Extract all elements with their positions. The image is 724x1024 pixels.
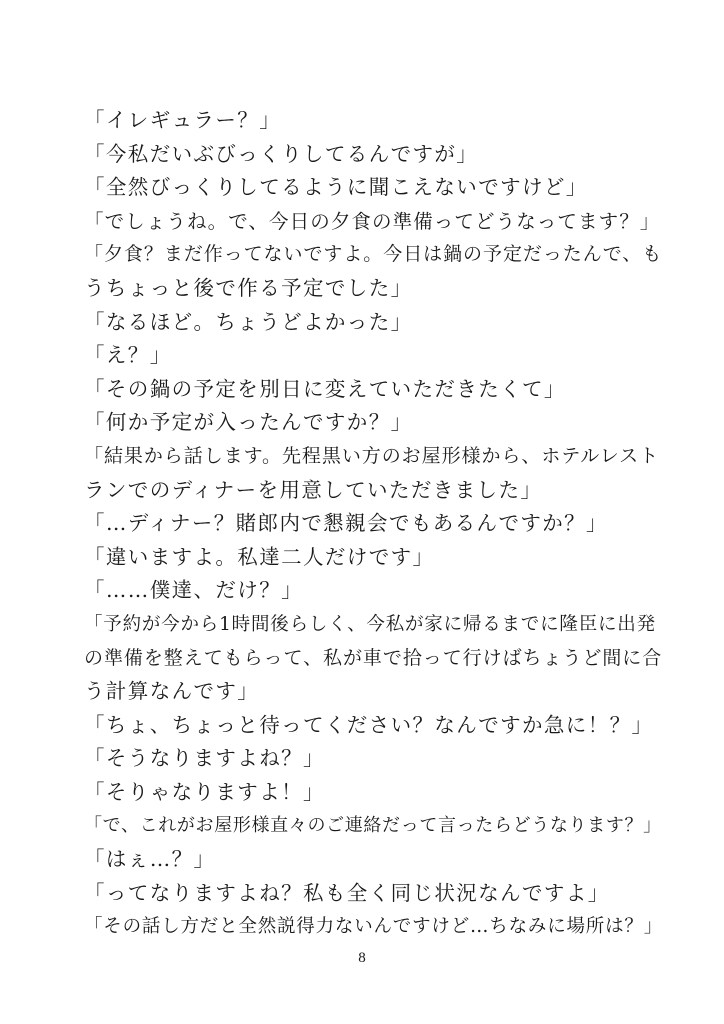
text-line: う計算なんです」 xyxy=(84,679,260,704)
text-line: ランでのディナーを用意していただきました」 xyxy=(84,477,543,502)
body-text xyxy=(84,104,664,944)
text-line: 「はぇ…？」 xyxy=(84,847,216,872)
text-line: 「そりゃなりますよ！」 xyxy=(84,779,325,804)
text-line: 「違いますよ。私達二人だけです」 xyxy=(84,544,435,569)
text-line: 「予約が今から1時間後らしく、今私が家に帰るまでに隆臣に出発 xyxy=(84,613,656,635)
text-line: 「でしょうね。で、今日の夕食の準備ってどうなってます？」 xyxy=(84,209,661,233)
page-number: 8 xyxy=(358,950,366,966)
text-line: 「そうなりますよね？」 xyxy=(84,746,325,771)
text-line: 「ちょ、ちょっと待ってください？なんですか急に！？」 xyxy=(84,712,654,737)
text-line: 「イレギュラー？」 xyxy=(84,108,282,132)
text-line: 「…ディナー？賭郎内で懇親会でもあるんですか？」 xyxy=(84,511,608,536)
text-line: 「……僕達、だけ？」 xyxy=(84,578,303,603)
text-line: の準備を整えてもらって、私が車で拾って行けばちょうど間に合 xyxy=(84,646,663,669)
text-line: 「何か予定が入ったんですか？」 xyxy=(84,410,413,435)
text-line: 「ってなりますよね？私も全く同じ状況なんですよ」 xyxy=(84,880,610,905)
text-line: 「その話し方だと全然説得力ないんですけど…ちなみに場所は？」 xyxy=(84,916,664,938)
text-line: うちょっと後で作る予定でした」 xyxy=(84,275,413,300)
text-line: 「全然びっくりしてるように聞こえないですけど」 xyxy=(84,175,588,200)
text-line: 「え？」 xyxy=(84,343,172,368)
text-line: 「で、これがお屋形様直々のご連絡だって言ったらどうなります？」 xyxy=(84,815,662,837)
text-line: 「夕食？まだ作ってないですよ。今日は鍋の予定だったんで、も xyxy=(84,243,663,266)
text-line: 「その鍋の予定を別日に変えていただきたくて」 xyxy=(84,376,566,401)
text-line: 「今私だいぶびっくりしてるんですが」 xyxy=(84,141,479,166)
text-line: 「結果から話します。先程黒い方のお屋形様から、ホテルレスト xyxy=(84,444,660,467)
text-line: 「なるほど。ちょうどよかった」 xyxy=(84,309,413,334)
